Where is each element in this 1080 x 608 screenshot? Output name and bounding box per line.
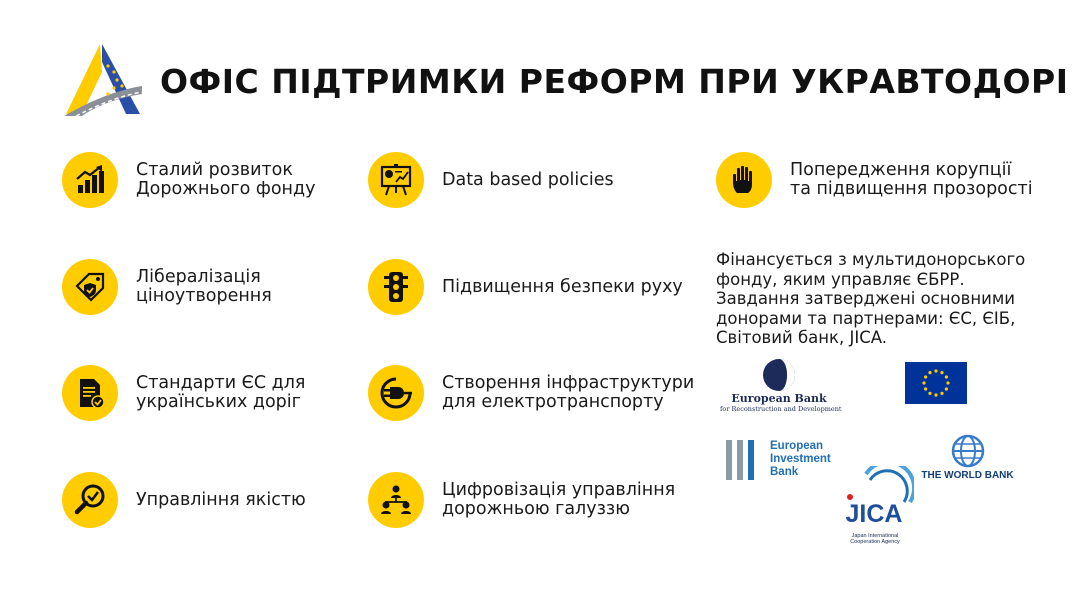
ebrd-subtitle: for Reconstruction and Development — [720, 405, 842, 413]
funding-description: Фінансується з мультидонорського фонду, яким управляє ЄБРР. Завдання затверджені основними донорами та партнерами: ЄС, ЄІБ, Світовий банк, JICA. — [716, 250, 1026, 347]
jica-name: JICA — [845, 500, 903, 528]
item-label: Data based policies — [442, 169, 614, 190]
traffic-light-icon — [368, 259, 424, 315]
item-label: Створення інфраструктури для електротранспорту — [442, 373, 695, 412]
item-road-safety — [368, 259, 683, 315]
price-tag-shield-icon — [62, 259, 118, 315]
eib-logo — [724, 438, 831, 482]
stop-hand-icon — [716, 152, 772, 208]
eib-line2: Investment — [770, 453, 831, 465]
presentation-board-icon — [368, 152, 424, 208]
item-price-liberalization — [62, 259, 272, 315]
growth-chart-icon — [62, 152, 118, 208]
jica-logo — [836, 466, 914, 545]
jica-emblem-icon — [836, 466, 914, 528]
eib-line3: Bank — [770, 466, 799, 478]
item-label: Стандарти ЄС для українських доріг — [136, 373, 306, 412]
item-label: Підвищення безпеки руху — [442, 276, 683, 297]
item-anticorruption — [716, 152, 1033, 208]
eib-line1: European — [770, 440, 824, 452]
page-title: ОФІС ПІДТРИМКИ РЕФОРМ ПРИ УКРАВТОДОРІ — [160, 62, 1069, 101]
item-label: Лібералізація ціноутворення — [136, 267, 272, 306]
item-road-fund — [62, 152, 315, 208]
ebrd-emblem-icon — [759, 358, 799, 392]
item-label: Сталий розвиток Дорожнього фонду — [136, 160, 316, 199]
item-data-policies — [368, 152, 614, 208]
ebrd-logo — [720, 358, 842, 413]
ev-plug-icon — [368, 365, 424, 421]
eu-flag-icon — [905, 362, 967, 404]
world-bank-name: THE WORLD BANK — [921, 470, 1014, 481]
ebrd-name: European Bank — [731, 392, 827, 405]
globe-icon — [951, 434, 985, 468]
jica-sub1: Japan International — [851, 533, 899, 539]
eib-bars-icon — [724, 438, 764, 482]
jica-sub2: Cooperation Agency — [850, 539, 900, 545]
item-quality — [62, 472, 306, 528]
network-people-icon — [368, 472, 424, 528]
ukravtodor-road-logo-icon — [62, 42, 144, 118]
world-bank-logo — [920, 434, 1015, 481]
item-label: Попередження корупції та підвищення прозорості — [790, 160, 1033, 199]
item-label: Управління якістю — [136, 489, 306, 510]
item-ev-infrastructure — [368, 365, 694, 421]
item-label: Цифровізація управління дорожньою галуззю — [442, 480, 676, 519]
document-check-icon — [62, 365, 118, 421]
item-eu-standards — [62, 365, 305, 421]
magnifier-check-icon — [62, 472, 118, 528]
item-digitalization — [368, 472, 675, 528]
